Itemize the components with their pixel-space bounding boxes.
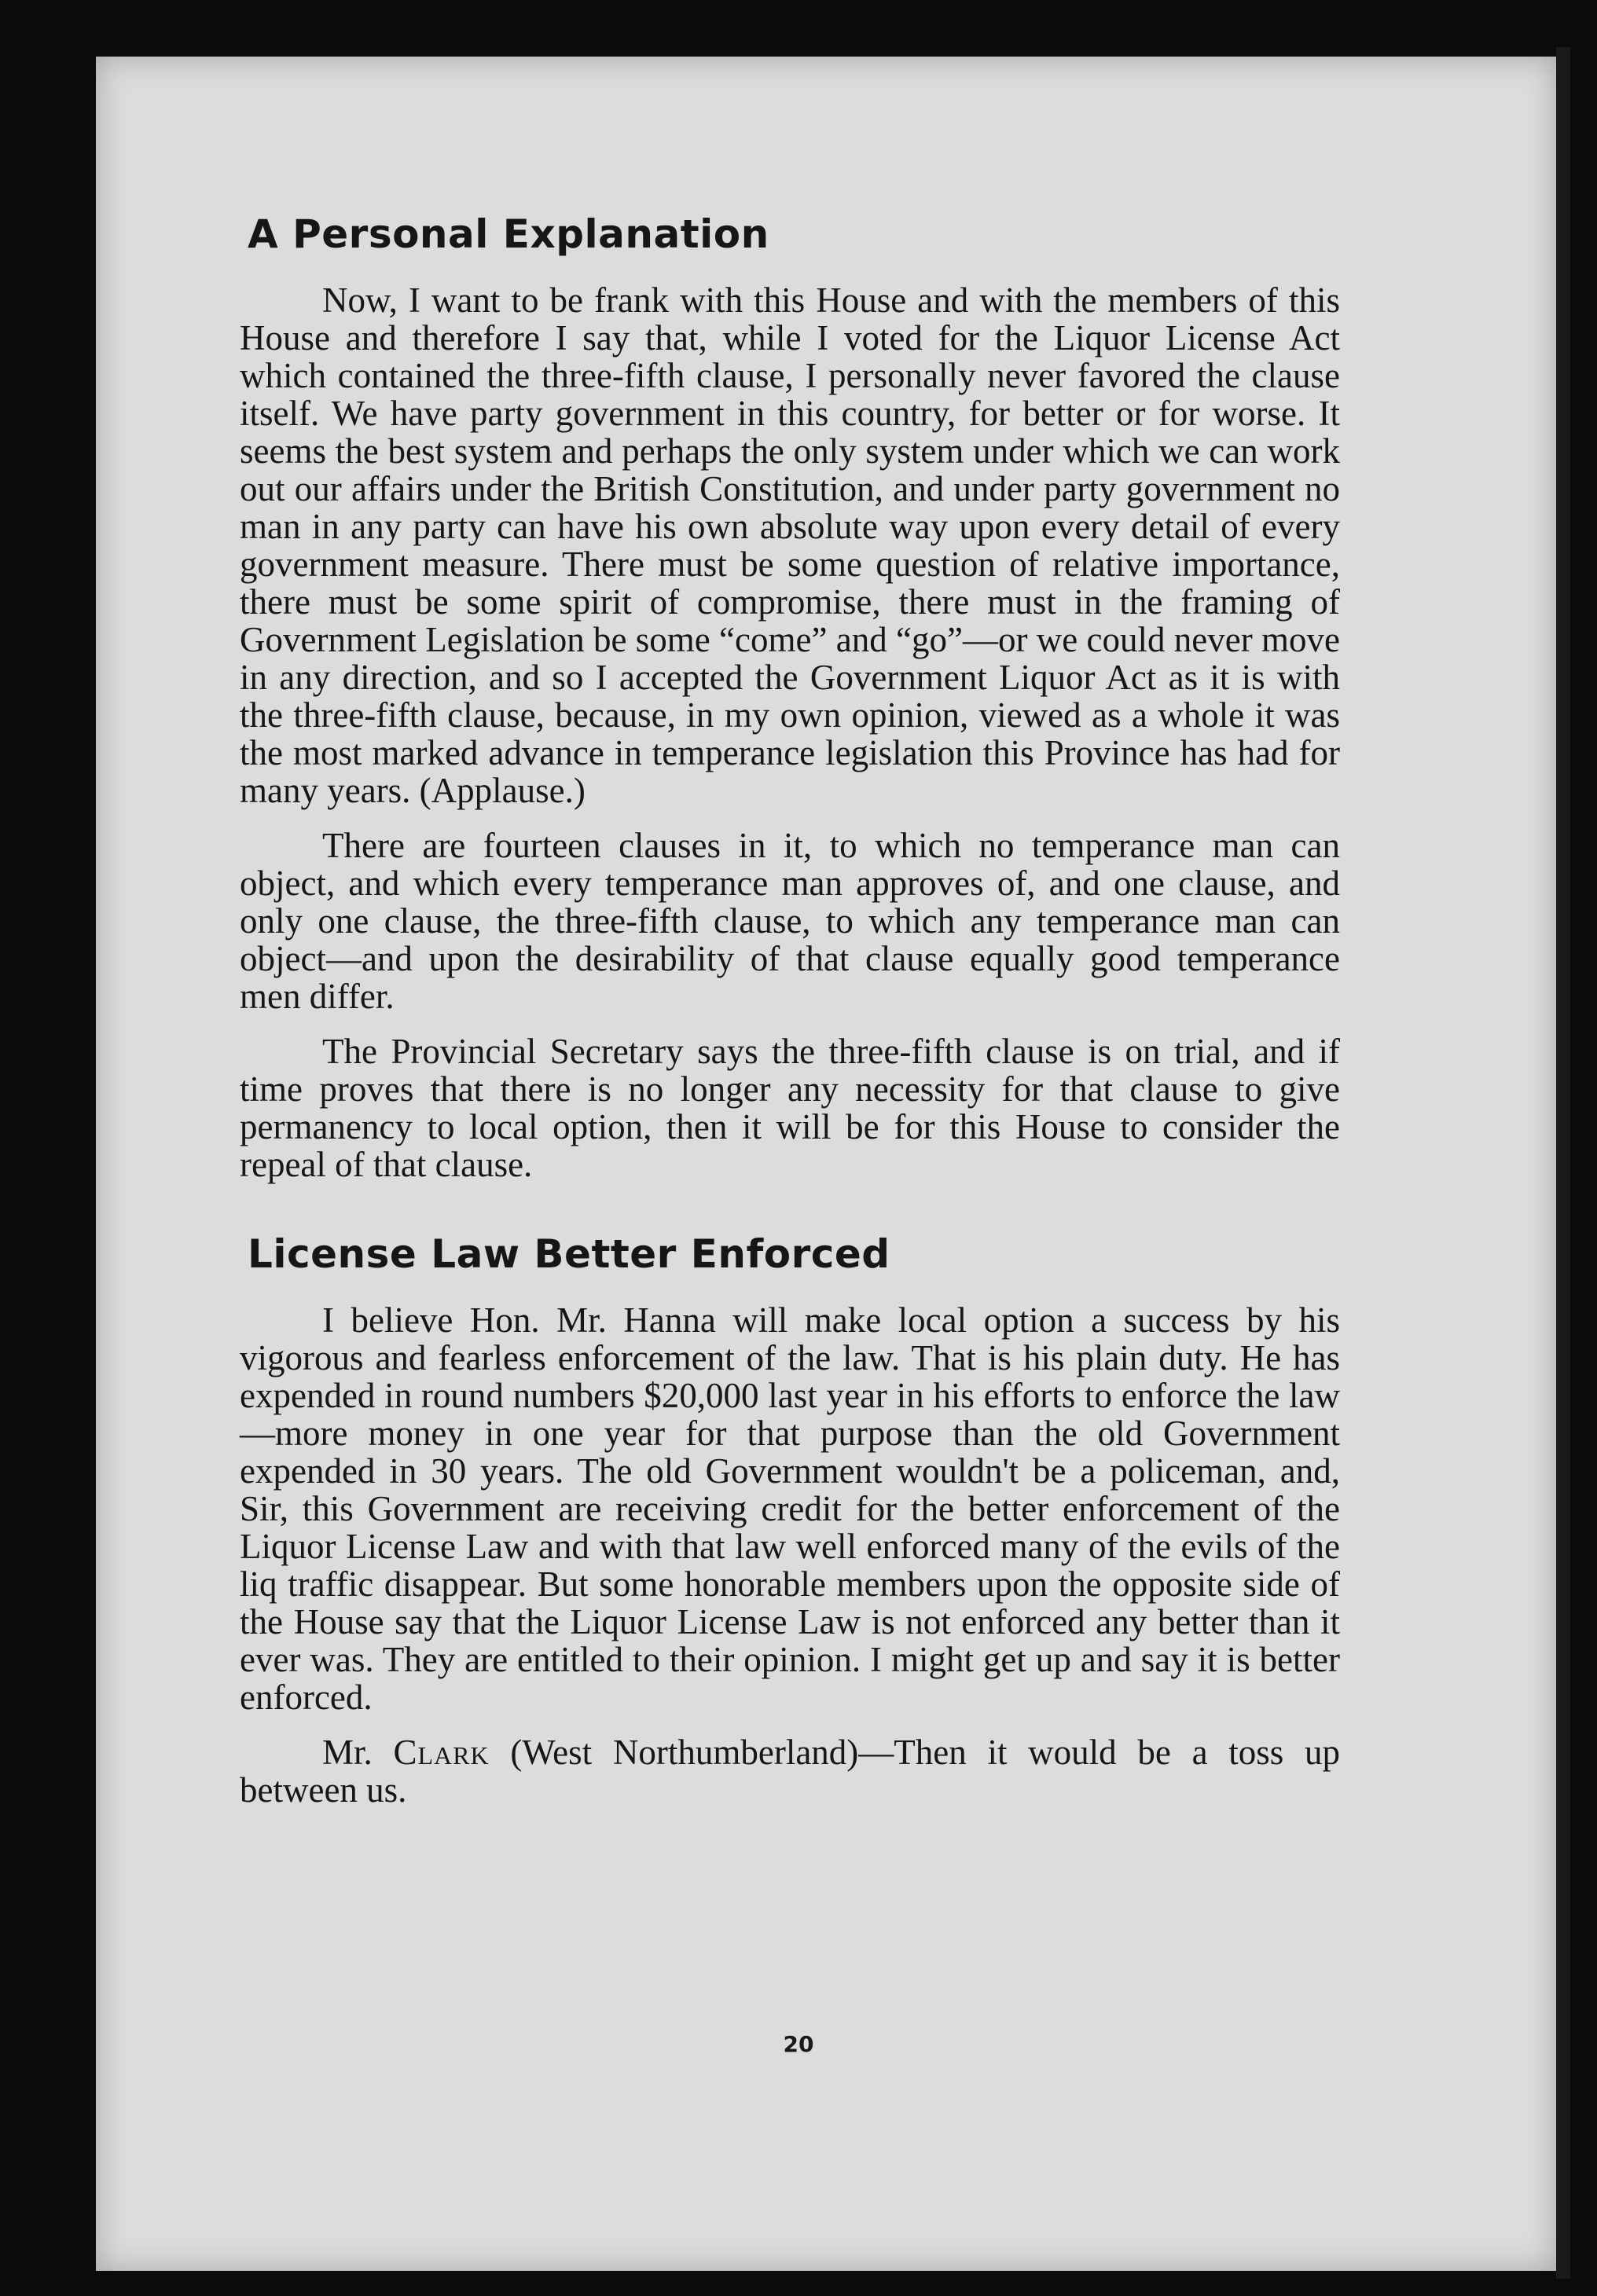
section-heading-personal-explanation: A Personal Explanation [248, 211, 769, 257]
paragraph: Now, I want to be frank with this House and with the members of this House and therefore I say that, while I voted for the Liquor License Act which contained the three-fifth clause, I personally never favored the clause itself. We have party government in this country, for better or for worse. It seems the best system and perhaps the only system under which we can work out our affairs under the British Constitution, and under party government no man in any party can have his own absolute way upon every detail of every government measure. There must be some question of relative importance, there must be some spirit of compromise, there must in the framing of Government Legislation be some “come” and “go”—or we could never move in any direction, and so I accepted the Government Liquor Act as it is with the three-fifth clause, because, in my own opinion, viewed as a whole it was the most marked advance in temperance legislation this Province has had for many years. (Applause.) [240, 281, 1340, 810]
interjection-text: (West Northumberland)—Then it would be a toss up between us. [240, 1733, 1340, 1810]
interjection-paragraph [240, 1733, 1340, 1809]
paragraph: I believe Hon. Mr. Hanna will make local option a success by his vigorous and fearless enforcement of the law. That is his plain duty. He has expended in round numbers $20,000 last year in his efforts to enforce the law—more money in one year for that purpose than the old Government expended in 30 years. The old Government wouldn't be a policeman, and, Sir, this Government are receiving credit for the better enforcement of the Liquor License Law and with that law well enforced many of the evils of the liq traffic disappear. But some honorable members upon the opposite side of the House say that the Liquor License Law is not enforced any better than it ever was. They are entitled to their opinion. I might get up and say it is better enforced. [240, 1300, 1340, 1717]
paragraph: There are fourteen clauses in it, to which no temperance man can object, and which every temperance man approves of, and one clause, and only one clause, the three-fifth clause, to which any temperance man can object—and upon the desirability of that clause equally good temperance men differ. [240, 826, 1340, 1016]
page-number: 20 [783, 2031, 814, 2057]
interjection-prefix: Mr. [322, 1733, 394, 1772]
page-edge [1556, 47, 1570, 2279]
paragraph: The Provincial Secretary says the three-fifth clause is on trial, and if time proves that there is no longer any necessity for that clause to give permanency to local option, then it will be for this House to consider the repeal of that clause. [240, 1032, 1340, 1184]
section-heading-license-law: License Law Better Enforced [248, 1231, 890, 1277]
speaker-name: Clark [393, 1733, 490, 1772]
document-body [240, 211, 1340, 1826]
